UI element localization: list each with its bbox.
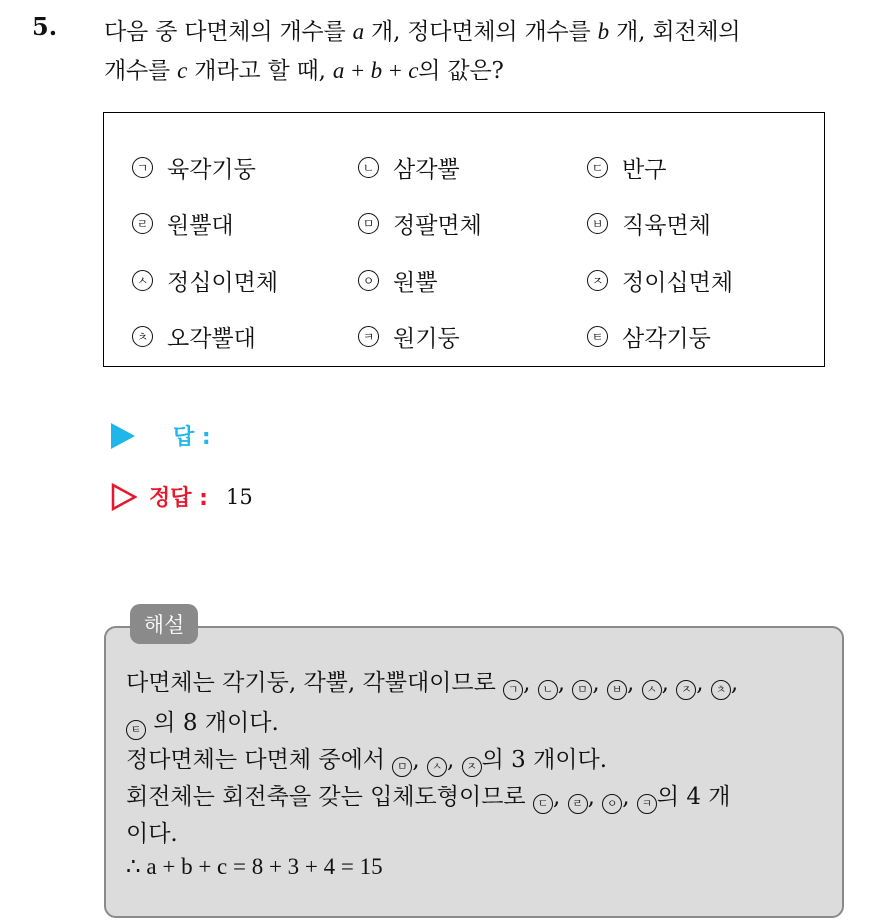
choice-item [587, 151, 666, 184]
explanation-marks: ㅁ , ㅅ , ㅈ [392, 747, 481, 773]
choice-item [132, 207, 234, 240]
explanation-mark: ㅅ [427, 757, 447, 777]
explanation-mark: ㅈ [676, 680, 696, 700]
explanation-mark: ㄷ [533, 794, 553, 814]
explanation-mark: ㅇ [602, 794, 622, 814]
choice-item [132, 264, 278, 297]
var-a: a [352, 19, 364, 44]
explanation-line-3 [126, 741, 607, 777]
explanation-text: 다면체는 각기둥, 각뿔, 각뿔대이므로 [126, 670, 504, 696]
choice-label: 육각기둥 [167, 157, 256, 183]
choice-item [587, 207, 711, 240]
triangle-outline-icon [111, 483, 137, 511]
question-text: 개, 회전체의 [608, 19, 741, 45]
choice-mark: ㅇ [358, 270, 379, 291]
question-text: 의 값은? [418, 58, 504, 84]
explanation-mark: ㅋ [637, 794, 657, 814]
explanation-marks: ㄱ , ㄴ , ㅁ , ㅂ , ㅅ , ㅈ , ㅊ , [503, 670, 738, 696]
choice-label: 원뿔 [393, 270, 438, 296]
explanation-line-4 [126, 778, 731, 814]
triangle-filled-icon [111, 423, 135, 449]
choice-mark: ㅁ [358, 213, 379, 234]
answer-row [111, 420, 211, 451]
explanation-text: 의 8 개이다. [146, 710, 279, 736]
choice-item [358, 264, 437, 297]
question-text: 개수를 [104, 58, 178, 84]
explanation-mark: ㅌ [126, 720, 146, 740]
choice-label: 정이십면체 [622, 270, 734, 296]
choice-item [358, 320, 460, 353]
choice-mark: ㅌ [587, 326, 608, 347]
correct-answer-row [111, 481, 253, 512]
var-b: b [597, 19, 609, 44]
explanation-line-1 [126, 664, 738, 700]
choice-item [132, 151, 256, 184]
choice-mark: ㄱ [132, 157, 153, 178]
choice-mark: ㄷ [587, 157, 608, 178]
choice-item [132, 320, 256, 353]
explanation-text: 회전체는 회전축을 갖는 입체도형이므로 [126, 784, 533, 810]
choice-mark: ㅈ [587, 270, 608, 291]
explanation-mark: ㅅ [642, 680, 662, 700]
choice-mark: ㅅ [132, 270, 153, 291]
choice-mark: ㄴ [358, 157, 379, 178]
choice-mark: ㅋ [358, 326, 379, 347]
explanation-mark: ㅂ [607, 680, 627, 700]
explanation-line-5: 이다. [126, 821, 178, 847]
explanation-text: 의 4 개 [656, 784, 731, 810]
choice-label: 삼각기둥 [622, 326, 711, 352]
explanation-mark: ㅈ [462, 757, 482, 777]
explanation-text: 의 3 개이다. [481, 747, 608, 773]
explanation-tag: 해설 [130, 604, 198, 644]
explanation-mark: ㅁ [392, 757, 412, 777]
question-text-line-2 [104, 52, 504, 85]
choice-item [587, 264, 733, 297]
choice-label: 정팔면체 [393, 213, 482, 239]
correct-answer-label: 정답 : [149, 486, 208, 511]
question-text-line-1 [104, 13, 740, 46]
choice-label: 원기둥 [393, 326, 460, 352]
explanation-marks: ㄷ , ㄹ , ㅇ , ㅋ [533, 784, 657, 810]
explanation-mark: ㄱ [503, 680, 523, 700]
explanation-text: 정다면체는 다면체 중에서 [126, 747, 393, 773]
explanation-line-6: ∴ a + b + c = 8 + 3 + 4 = 15 [126, 854, 383, 879]
choice-mark: ㅂ [587, 213, 608, 234]
answer-label: 답 : [173, 425, 211, 450]
choice-label: 오각뿔대 [167, 326, 256, 352]
choice-item [358, 207, 482, 240]
expression: a + b + c [332, 58, 419, 83]
choice-label: 직육면체 [622, 213, 711, 239]
choice-label: 삼각뿔 [393, 157, 460, 183]
choice-item [587, 320, 711, 353]
explanation-mark: ㅊ [711, 680, 731, 700]
correct-answer-value: 15 [225, 484, 253, 509]
question-text: 개, 정다면체의 개수를 [363, 19, 598, 45]
explanation-mark: ㅁ [572, 680, 592, 700]
choice-label: 정십이면체 [167, 270, 279, 296]
explanation-mark: ㄴ [538, 680, 558, 700]
explanation-marks [126, 710, 146, 736]
choice-label: 원뿔대 [167, 213, 234, 239]
question-text: 개라고 할 때, [187, 58, 333, 84]
explanation-line-2 [126, 704, 279, 740]
choice-mark: ㄹ [132, 213, 153, 234]
choice-item [358, 151, 460, 184]
choice-label: 반구 [622, 157, 667, 183]
question-number: 5. [32, 12, 58, 41]
question-text: 다음 중 다면체의 개수를 [104, 19, 353, 45]
choice-mark: ㅊ [132, 326, 153, 347]
var-c: c [177, 58, 188, 83]
explanation-mark: ㄹ [568, 794, 588, 814]
